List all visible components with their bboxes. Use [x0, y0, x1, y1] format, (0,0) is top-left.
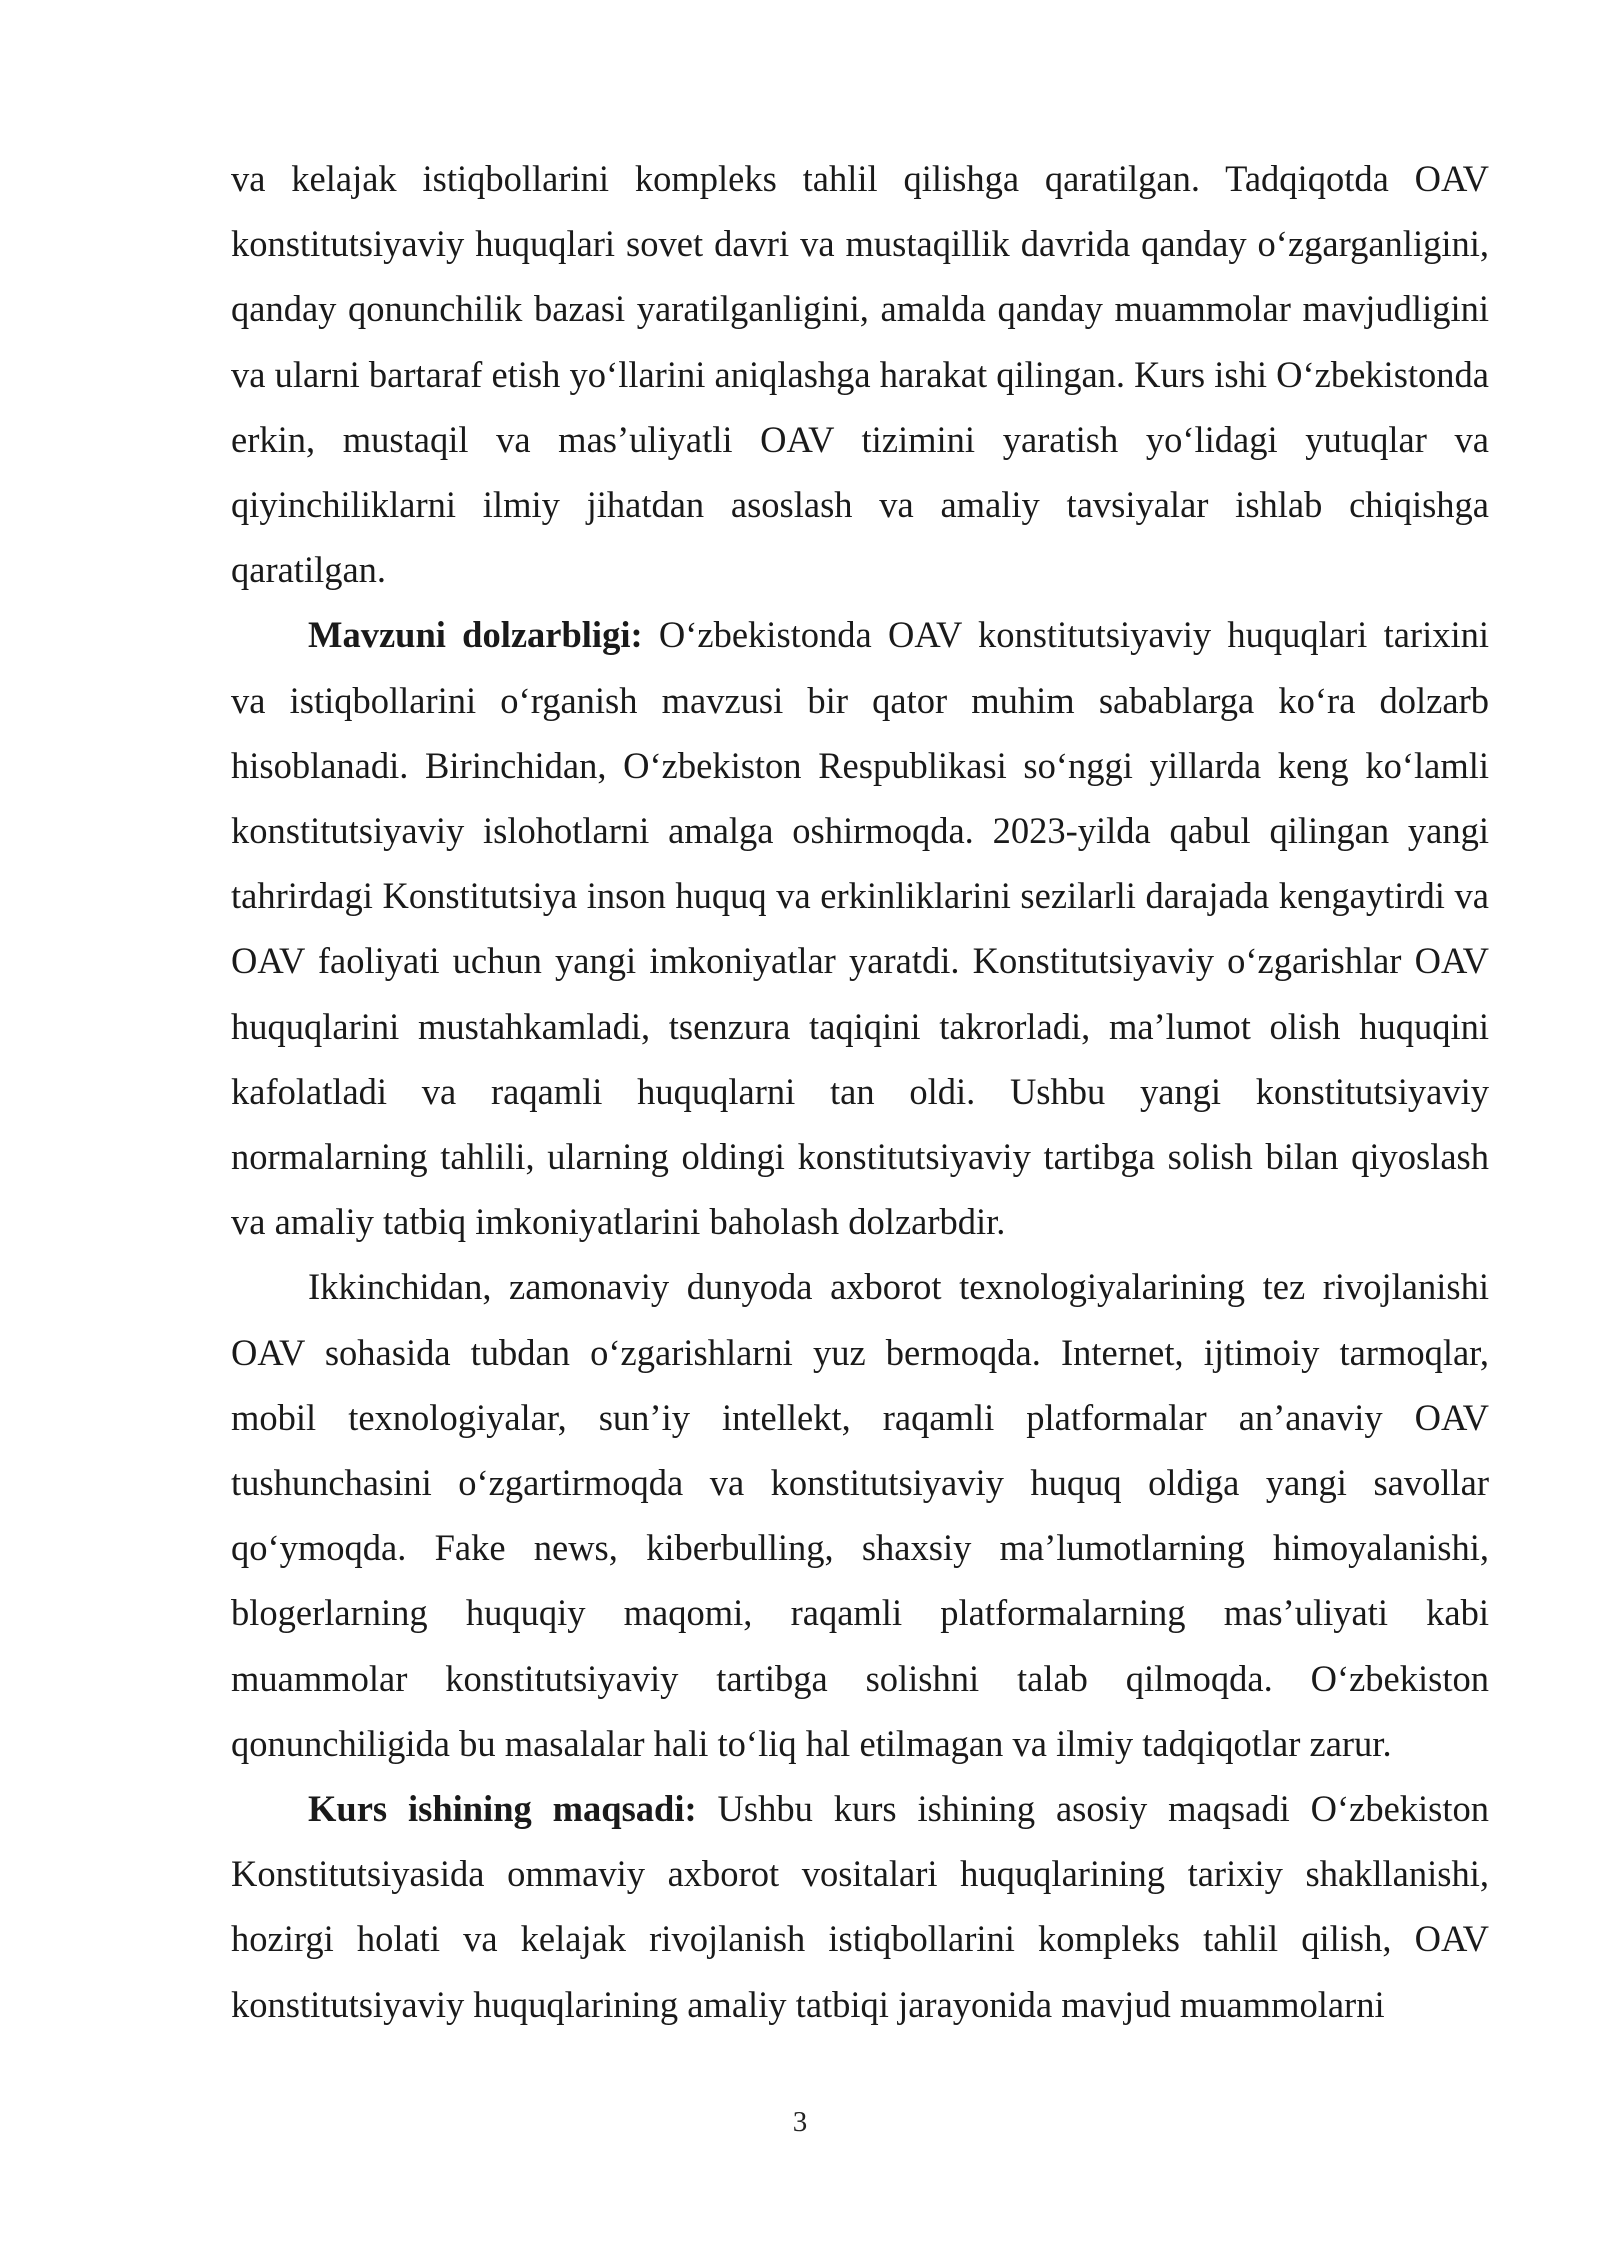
paragraph-intro-continuation [231, 146, 1489, 602]
body-text [231, 146, 1489, 2037]
paragraph-heading: Kurs ishining maqsadi: [308, 1788, 697, 1830]
paragraph-text: O‘zbekistonda OAV konstitutsiyaviy huquqlari tarixini va istiqbollarini o‘rganish mavzusi bir qator muhim sabablarga ko‘ra dolzarb hisoblanadi. Birinchidan, O‘zbekiston Respublikasi so‘nggi yillarda keng ko‘lamli konstitutsiyaviy islohotlarni amalga oshirmoqda. 2023-yilda qabul qilingan yangi tahrirdagi Konstitutsiya inson huquq va erkinliklarini sezilarli darajada kengaytirdi va OAV faoliyati uchun yangi imkoniyatlar yaratdi. Konstitutsiyaviy o‘zgarishlar OAV huquqlarini mustahkamladi, tsenzura taqiqini takrorladi, ma’lumot olish huquqini kafolatladi va raqamli huquqlarni tan oldi. Ushbu yangi konstitutsiyaviy normalarning tahlili, ularning oldingi konstitutsiyaviy tartibga solish bilan qiyoslash va amaliy tatbiq imkoniyatlarini baholash dolzarbdir. [231, 614, 1490, 1243]
paragraph-goal [231, 1776, 1489, 2037]
paragraph-relevance [231, 602, 1489, 1254]
paragraph-text: va kelajak istiqbollarini kompleks tahlil qilishga qaratilgan. Tadqiqotda OAV konstitutsiyaviy huquqlari sovet davri va mustaqillik davrida qanday o‘zgarganligini, qanday qonunchilik bazasi yaratilganligini, amalda qanday muammolar mavjudligini va ularni bartaraf etish yo‘llarini aniqlashga harakat qilingan. Kurs ishi O‘zbekistonda erkin, mustaqil va mas’uliyatli OAV tizimini yaratish yo‘lidagi yutuqlar va qiyinchiliklarni ilmiy jihatdan asoslash va amaliy tavsiyalar ishlab chiqishga qaratilgan. [231, 158, 1489, 591]
paragraph-heading: Mavzuni dolzarbligi: [308, 614, 643, 656]
paragraph-text: Ikkinchidan, zamonaviy dunyoda axborot texnologiyalarining tez rivojlanishi OAV sohasida tubdan o‘zgarishlarni yuz bermoqda. Internet, ijtimoiy tarmoqlar, mobil texnologiyalar, sun’iy intellekt, raqamli platformalar an’anaviy OAV tushunchasini o‘zgartirmoqda va konstitutsiyaviy huquq oldiga yangi savollar qo‘ymoqda. Fake news, kiberbulling, shaxsiy ma’lumotlarning himoyalanishi, blogerlarning huquqiy maqomi, raqamli platformalarning mas’uliyati kabi muammolar konstitutsiyaviy tartibga solishni talab qilmoqda. O‘zbekiston qonunchiligida bu masalalar hali to‘liq hal etilmagan va ilmiy tadqiqotlar zarur. [231, 1266, 1489, 1764]
page-number: 3 [792, 2106, 808, 2138]
paragraph-text: Ushbu kurs ishining asosiy maqsadi O‘zbekiston Konstitutsiyasida ommaviy axborot vositalari huquqlarining tarixiy shakllanishi, hozirgi holati va kelajak rivojlanish istiqbollarini kompleks tahlil qilish, OAV konstitutsiyaviy huquqlarining amaliy tatbiqi jarayonida mavjud muammolarni [231, 1788, 1490, 2025]
paragraph-secondly [231, 1254, 1489, 1776]
